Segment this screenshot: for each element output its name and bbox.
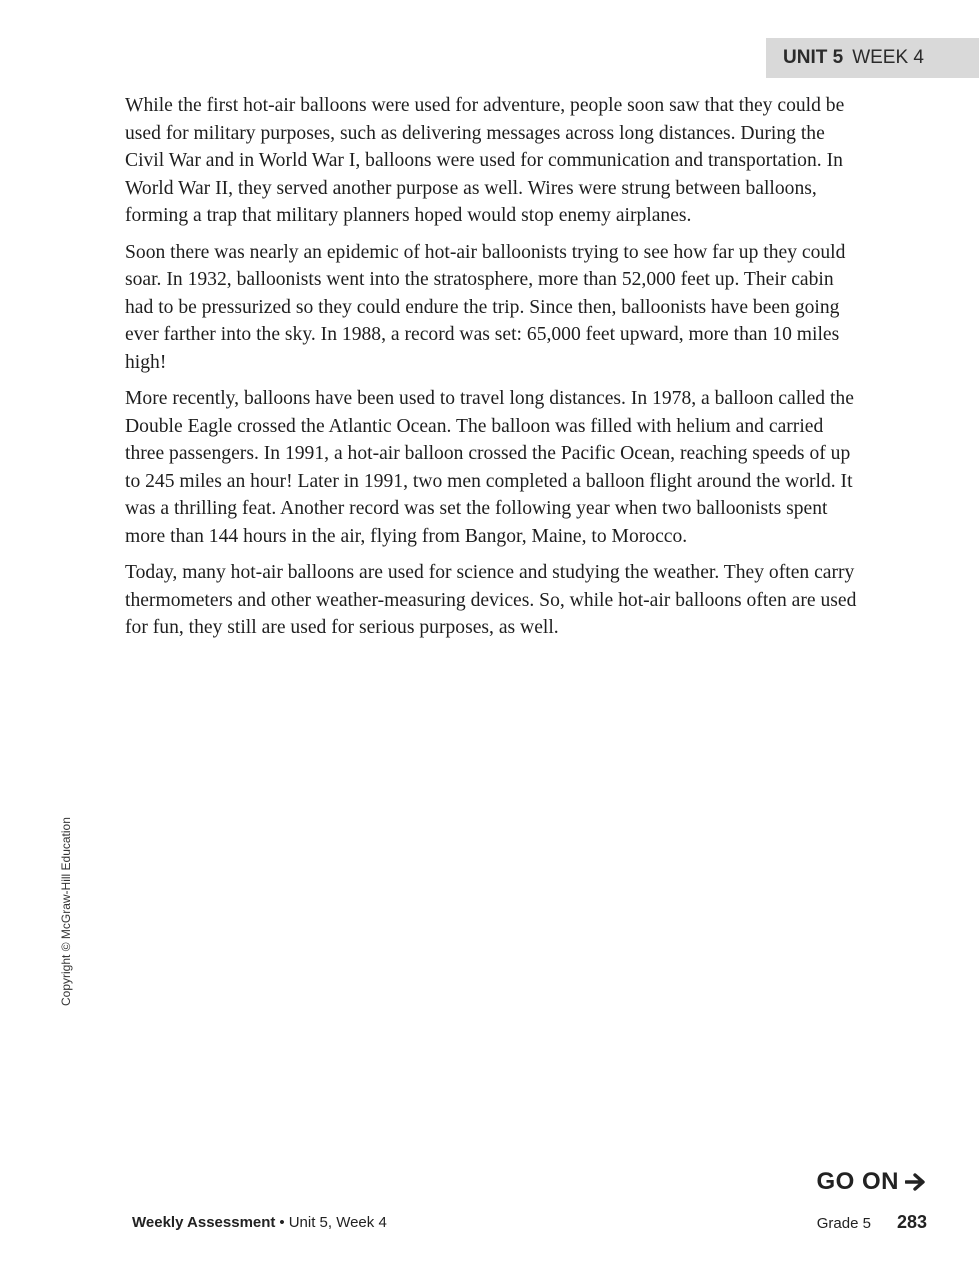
copyright-notice: Copyright © McGraw-Hill Education [59,817,73,1006]
go-on-label: GO ON [816,1168,899,1195]
week-label: WEEK 4 [852,47,924,68]
article-paragraph-3: More recently, balloons have been used to travel long distances. In 1978, a balloon called the Double Eagle crossed the Atlantic Ocean. The balloon was filled with helium and carried three passengers. In 1991, a hot-air balloon crossed the Pacific Ocean, reaching speeds of up to 245 miles an hour! Later in 1991, two men completed a balloon flight around the world. It was a thrilling feat. Another record was set the following year when two balloonists spent more than 144 hours in the air, flying from Bangor, Maine, to Morocco. [125,388,854,547]
footer-page-info [817,1212,927,1233]
page-number: 283 [896,1212,927,1232]
right-arrow-icon [905,1172,927,1192]
article-paragraph-1: While the first hot-air balloons were used for adventure, people soon saw that they could be used for military purposes, such as delivering messages across long distances. During the Civil War and in World War I, balloons were used for communication and transportation. In World War II, they served another purpose as well. Wires were strung between balloons, forming a trap that military planners hoped would stop enemy airplanes. [125,95,845,226]
footer-assessment-info [132,1214,387,1231]
article-body [125,92,860,651]
footer-unit-week: Unit 5, Week 4 [288,1214,387,1231]
footer-grade: Grade 5 [816,1215,871,1232]
go-on-prompt [816,1168,927,1196]
footer-separator: • [279,1214,285,1231]
article-paragraph-4: Today, many hot-air balloons are used for science and studying the weather. They often carry thermometers and other weather-measuring devices. So, while hot-air balloons often are used for fun, they still are used for serious purposes, as well. [125,562,857,638]
footer-series: Weekly Assessment [132,1214,276,1231]
unit-label: UNIT 5 [783,47,844,68]
unit-week-tab [766,38,979,78]
article-paragraph-2: Soon there was nearly an epidemic of hot-air balloonists trying to see how far up they could soar. In 1932, balloonists went into the stratosphere, more than 52,000 feet up. Their cabin had to be pressurized so they could endure the trip. Since then, balloonists have been going ever farther into the sky. In 1988, a record was set: 65,000 feet upward, more than 10 miles high! [125,241,846,373]
